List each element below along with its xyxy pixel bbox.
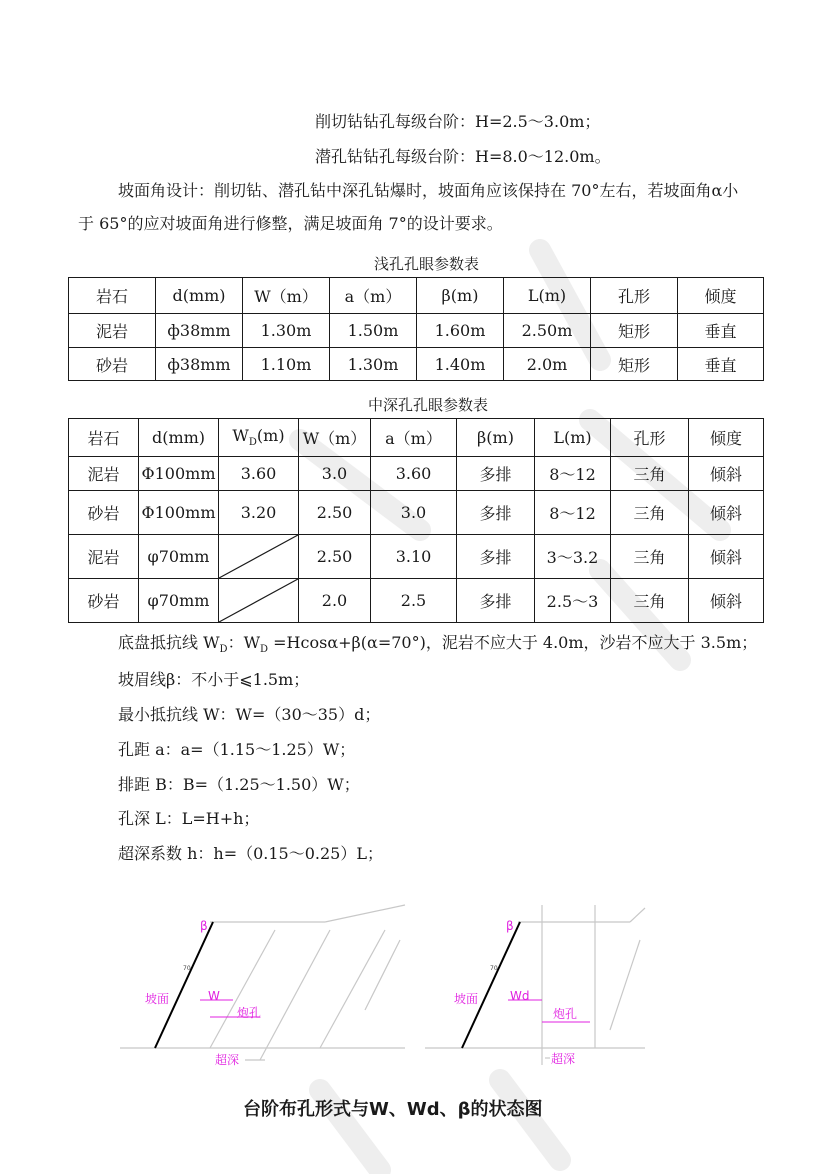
wd-unit: (m) (256, 426, 285, 446)
slope-face-line (155, 922, 213, 1048)
table2-caption: 中深孔孔眼参数表 (368, 396, 489, 414)
formula-h: 超深系数 h：h=（0.15～0.25）L； (118, 844, 383, 863)
table-cell: 泥岩 (69, 457, 139, 491)
table-cell: 倾斜 (689, 491, 764, 535)
header-cell: W（m） (299, 419, 371, 457)
table-cell: 1.40m (417, 348, 504, 381)
header-cell: W（m） (243, 278, 330, 314)
table-cell: 1.10m (243, 348, 330, 381)
table-cell: 8～12 (535, 491, 611, 535)
overdrill-label: 超深 (551, 1052, 576, 1066)
slope-design-text-2: 于 65°的应对坡面角进行修整，满足坡面角 7°的设计要求。 (78, 214, 503, 233)
table-cell: φ70mm (139, 535, 219, 579)
shallow-hole-table (68, 277, 764, 381)
bench-diagram-right (420, 900, 650, 1075)
blasthole-label: 炮孔 (553, 1007, 578, 1021)
table-row (69, 314, 764, 348)
table-cell: 多排 (457, 457, 535, 491)
table-cell: 2.0m (504, 348, 591, 381)
table-cell: 三角 (611, 535, 689, 579)
table-row (69, 535, 764, 579)
table-cell: 1.50m (330, 314, 417, 348)
header-cell: β(m) (417, 278, 504, 314)
table-row (69, 579, 764, 623)
wd-label: Wd (510, 989, 530, 1003)
header-cell: 孔形 (611, 419, 689, 457)
beta-label: β (200, 919, 208, 933)
formula-beta: 坡眉线β：不小于⩽1.5m； (118, 670, 310, 689)
table-cell: 砂岩 (69, 579, 139, 623)
table-cell: 1.30m (243, 314, 330, 348)
table-cell: 矩形 (591, 348, 678, 381)
table-cell: 3.60 (219, 457, 299, 491)
table-cell: 3.10 (371, 535, 457, 579)
header-cell: L(m) (535, 419, 611, 457)
blasthole-label: 炮孔 (237, 1006, 262, 1020)
slope-design-text-1: 坡面角设计：削切钻、潜孔钻中深孔钻爆时，坡面角应该保持在 70°左右，若坡面角α小 (118, 181, 739, 200)
table-cell: 3.0 (299, 457, 371, 491)
formula-wd-a: 底盘抵抗线 W (118, 633, 220, 652)
table-cell: ф38mm (156, 348, 243, 381)
header-cell: d(mm) (156, 278, 243, 314)
beta-label: β (506, 919, 514, 933)
formula-wd-c: =Hcosα+β(α=70°)，泥岩不应大于 4.0m，沙岩不应大于 3.5m； (268, 633, 758, 652)
formula-w: 最小抵抗线 W：W=（30～35）d； (118, 705, 381, 724)
table-cell: 3～3.2 (535, 535, 611, 579)
intro-line-shallow: 削切钻钻孔每级台阶：H=2.5～3.0m； (315, 112, 601, 131)
header-cell: 岩石 (69, 278, 156, 314)
formula-a: 孔距 a：a=（1.15～1.25）W； (118, 740, 356, 759)
header-cell: a（m） (330, 278, 417, 314)
empty-slash-cell (219, 579, 299, 623)
table-cell: 1.30m (330, 348, 417, 381)
table-cell: 3.60 (371, 457, 457, 491)
table-cell: 2.50 (299, 491, 371, 535)
slope-label: 坡面 (145, 992, 170, 1006)
angle-label: 70 (183, 965, 191, 972)
header-cell-wd (219, 419, 299, 457)
formula-wd (118, 633, 757, 660)
table-row (69, 491, 764, 535)
header-cell: β(m) (457, 419, 535, 457)
table-cell: 倾斜 (689, 579, 764, 623)
table-cell: 2.5～3 (535, 579, 611, 623)
slope-face-line (462, 922, 520, 1048)
header-cell: 倾度 (678, 278, 764, 314)
empty-slash-cell (219, 535, 299, 579)
table-cell: 三角 (611, 491, 689, 535)
table-cell: 多排 (457, 579, 535, 623)
table-cell: Φ100mm (139, 491, 219, 535)
w-label: W (208, 989, 220, 1003)
table-cell: 三角 (611, 457, 689, 491)
angle-label: 70 (490, 965, 498, 972)
table-header-row (69, 278, 764, 314)
table-header-row (69, 419, 764, 457)
table-cell: 3.20 (219, 491, 299, 535)
intro-line-deep: 潜孔钻钻孔每级台阶：H=8.0～12.0m。 (315, 147, 611, 166)
overdrill-label: 超深 (215, 1053, 240, 1067)
table-cell: Φ100mm (139, 457, 219, 491)
formula-wd-sub1: D (219, 644, 228, 656)
table-cell: φ70mm (139, 579, 219, 623)
table-cell: 砂岩 (69, 491, 139, 535)
table-cell: ф38mm (156, 314, 243, 348)
table-cell: 多排 (457, 491, 535, 535)
table-row (69, 348, 764, 381)
wd-subscript: D (248, 437, 257, 449)
formula-b: 排距 B：B=（1.25～1.50）W； (118, 775, 360, 794)
table-cell: 3.0 (371, 491, 457, 535)
table-cell: 倾斜 (689, 457, 764, 491)
table-cell: 8～12 (535, 457, 611, 491)
bench-diagram-left (115, 900, 415, 1075)
table-cell: 三角 (611, 579, 689, 623)
table-cell: 垂直 (678, 348, 764, 381)
table1-caption: 浅孔孔眼参数表 (374, 255, 480, 273)
table-cell: 垂直 (678, 314, 764, 348)
table-cell: 泥岩 (69, 535, 139, 579)
figure-title: 台阶布孔形式与W、Wd、β的状态图 (243, 1099, 543, 1120)
table-cell: 多排 (457, 535, 535, 579)
table-cell: 矩形 (591, 314, 678, 348)
formula-l: 孔深 L：L=H+h； (118, 809, 260, 828)
slope-label: 坡面 (454, 992, 479, 1006)
header-cell: 岩石 (69, 419, 139, 457)
table-cell: 泥岩 (69, 314, 156, 348)
header-cell: d(mm) (139, 419, 219, 457)
header-cell: 倾度 (689, 419, 764, 457)
table-cell: 2.50 (299, 535, 371, 579)
table-cell: 2.50m (504, 314, 591, 348)
header-cell: L(m) (504, 278, 591, 314)
wd-main: W (232, 426, 249, 446)
table-cell: 倾斜 (689, 535, 764, 579)
header-cell: 孔形 (591, 278, 678, 314)
formula-wd-b: ：W (227, 633, 261, 652)
table-cell: 2.5 (371, 579, 457, 623)
medium-deep-hole-table (68, 418, 764, 623)
header-cell: a（m） (371, 419, 457, 457)
table-cell: 砂岩 (69, 348, 156, 381)
table-row (69, 457, 764, 491)
table-cell: 2.0 (299, 579, 371, 623)
formula-wd-sub2: D (260, 644, 269, 656)
table-cell: 1.60m (417, 314, 504, 348)
